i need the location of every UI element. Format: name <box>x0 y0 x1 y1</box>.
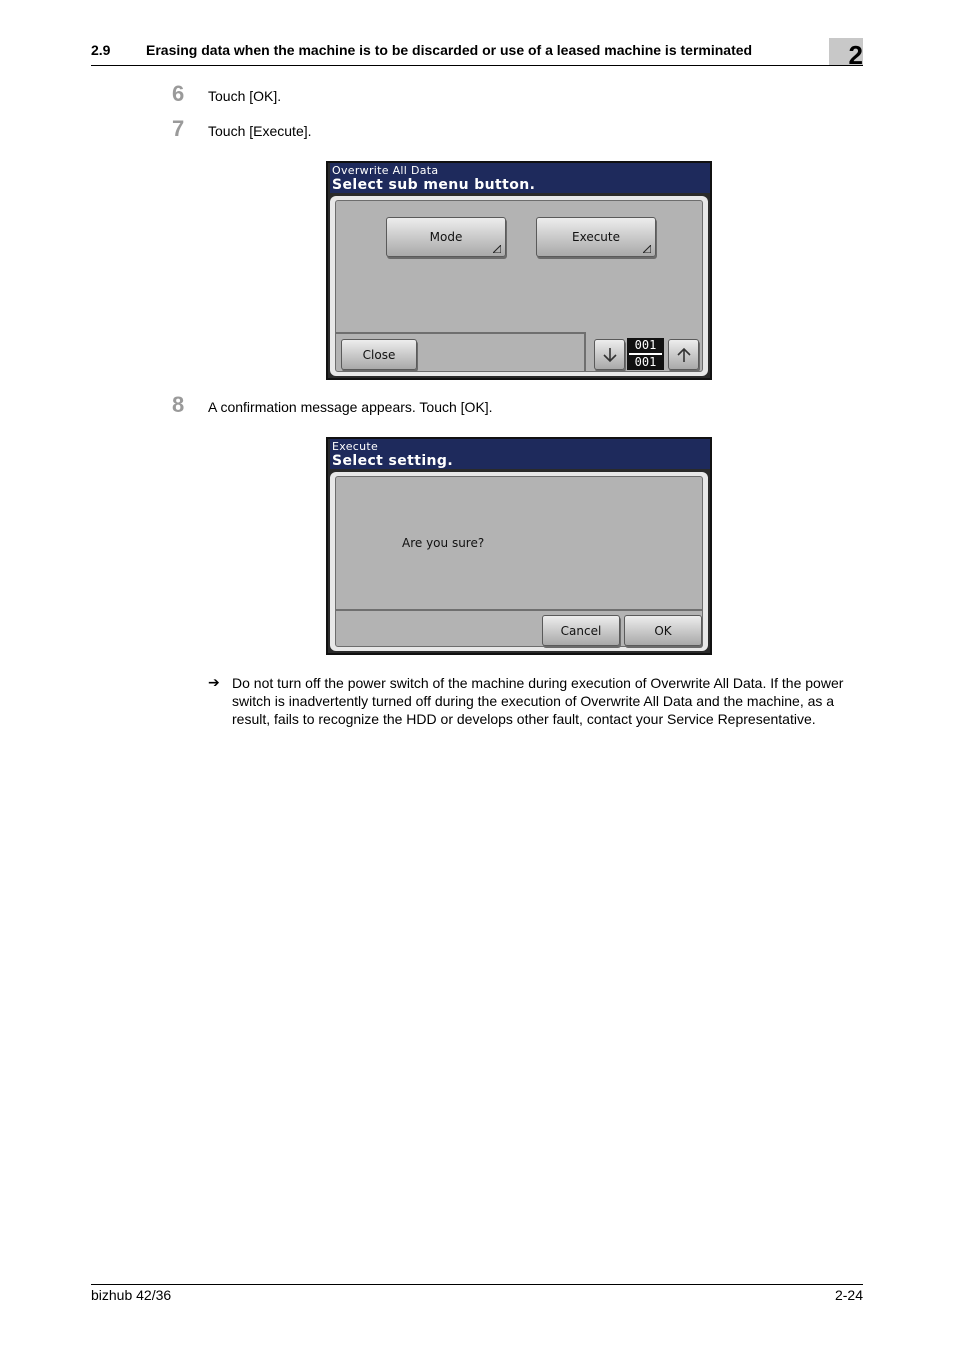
step-text: A confirmation message appears. Touch [OK]. <box>208 399 493 415</box>
screen-title-bar <box>330 439 710 469</box>
section-title: Erasing data when the machine is to be discarded or use of a leased machine is terminated <box>146 42 753 58</box>
footer-rule <box>91 1284 863 1285</box>
section-number: 2.9 <box>91 42 111 58</box>
page-total: 001 <box>634 355 657 369</box>
screen-frame <box>330 196 708 376</box>
chapter-badge <box>829 38 863 70</box>
screen-title-main: Select sub menu button. <box>332 177 536 193</box>
step-number: 7 <box>172 116 185 141</box>
confirmation-message: Are you sure? <box>402 536 485 550</box>
screen-panel <box>335 476 703 647</box>
step-number: 8 <box>172 392 185 417</box>
ok-button[interactable] <box>624 615 702 646</box>
overwrite-all-data-screen <box>326 161 712 380</box>
scroll-up-button[interactable] <box>668 339 699 370</box>
cancel-button-label: Cancel <box>560 623 602 638</box>
header-rule <box>91 65 863 66</box>
step-text: Touch [OK]. <box>208 88 282 104</box>
mode-button[interactable] <box>386 217 506 257</box>
close-button[interactable] <box>341 339 417 370</box>
execute-button[interactable] <box>536 217 656 257</box>
chapter-number: 2 <box>848 40 863 70</box>
ok-button-label: OK <box>654 623 672 638</box>
screen-panel <box>335 200 703 372</box>
screen-frame <box>330 472 708 651</box>
close-button-label: Close <box>362 347 396 362</box>
footer-product: bizhub 42/36 <box>91 1287 172 1303</box>
page-current: 001 <box>634 338 657 352</box>
submenu-corner-icon <box>493 245 501 253</box>
screen-title-small: Execute <box>332 440 379 453</box>
page-counter <box>627 338 664 370</box>
arrow-up-icon <box>676 346 692 364</box>
footer-page-number: 2-24 <box>834 1287 863 1303</box>
cancel-button[interactable] <box>542 615 620 646</box>
bottom-separator <box>336 609 702 611</box>
execute-confirmation-screen <box>326 437 712 655</box>
note-arrow-icon: ➔ <box>208 674 220 690</box>
bottom-separator-vertical <box>584 332 586 372</box>
step-number: 6 <box>172 81 185 106</box>
arrow-down-icon <box>602 346 618 364</box>
screen-title-main: Select setting. <box>332 453 454 469</box>
mode-button-label: Mode <box>429 230 463 244</box>
bottom-separator <box>336 332 584 334</box>
scroll-down-button[interactable] <box>594 339 625 370</box>
screen-title-bar <box>330 163 710 193</box>
submenu-corner-icon <box>643 245 651 253</box>
execute-button-label: Execute <box>572 230 620 244</box>
screen-title-small: Overwrite All Data <box>332 164 439 177</box>
step-text: Touch [Execute]. <box>208 123 312 139</box>
note-text: Do not turn off the power switch of the machine during execution of Overwrite All Data. If the power switch is inadvertently turned off during the execution of Overwrite All Data and the machine, as a result, fails to recognize the HDD or develops other fault, contact your Service Representative. <box>232 675 844 727</box>
